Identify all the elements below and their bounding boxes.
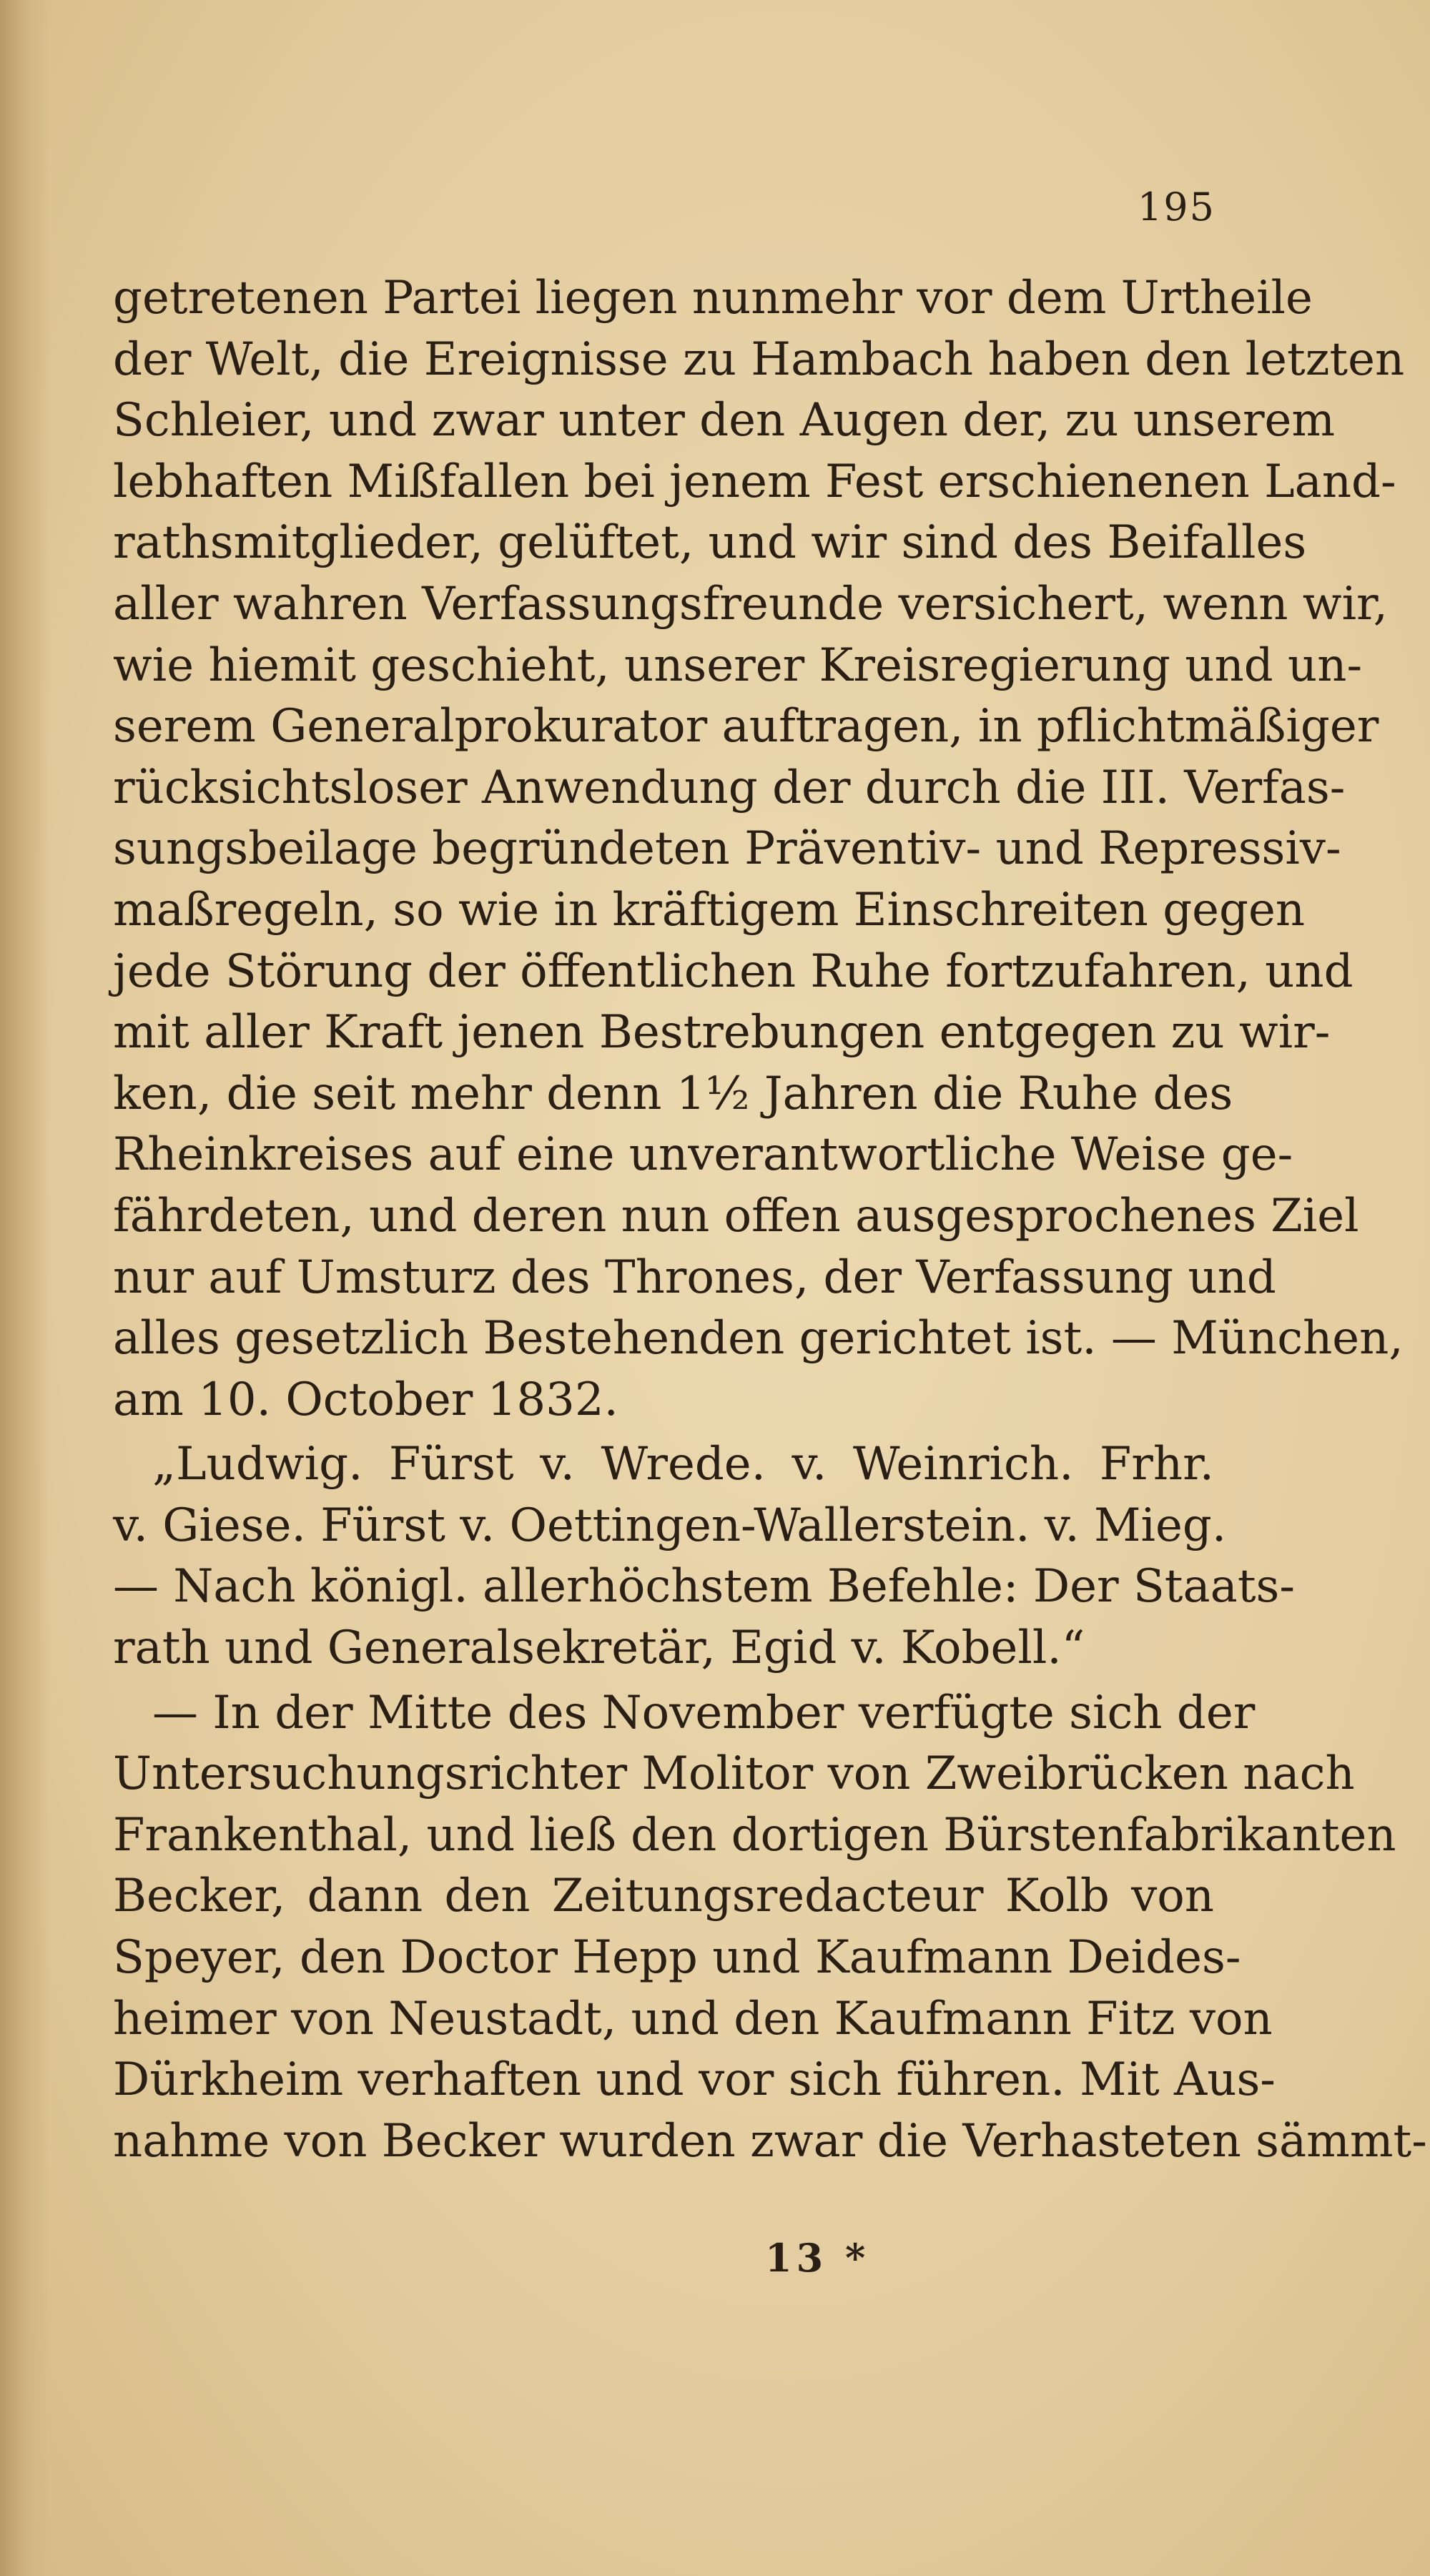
text-line: Untersuchungsrichter Molitor von Zweibrücken nach — [113, 1747, 1355, 1801]
text-line: Schleier, und zwar unter den Augen der, zu unserem — [113, 394, 1336, 448]
signature-line: „Ludwig. Fürst v. Wrede. v. Weinrich. Frhr. — [152, 1438, 1214, 1491]
text-line: getretenen Partei liegen nunmehr vor dem Urtheile — [113, 272, 1313, 325]
text-line: heimer von Neustadt, und den Kaufmann Fitz von — [113, 1992, 1273, 2045]
text-line-date: am 10. October 1832. — [113, 1373, 618, 1426]
text-line: der Welt, die Ereignisse zu Hambach haben den letzten — [113, 332, 1405, 386]
text-line: nur auf Umsturz des Thrones, der Verfassung und — [113, 1250, 1276, 1304]
text-line: nahme von Becker wurden zwar die Verhasteten sämmt- — [113, 2114, 1427, 2168]
text-line: sungsbeilage begründeten Präventiv- und Repressiv- — [113, 822, 1341, 876]
text-line: Becker, dann den Zeitungsredacteur Kolb von — [113, 1870, 1214, 1923]
page-number: 195 — [1137, 184, 1216, 230]
text-line: — In der Mitte des November verfügte sich der — [152, 1686, 1256, 1739]
text-line: wie hiemit geschieht, unserer Kreisregierung und un- — [113, 638, 1363, 692]
sheet-signature-mark: 13 * — [765, 2235, 870, 2281]
text-line: mit aller Kraft jenen Bestrebungen entgegen zu wir- — [113, 1006, 1331, 1060]
text-line: rathsmitglieder, gelüftet, und wir sind des Beifalles — [113, 516, 1307, 570]
text-line: maßregeln, so wie in kräftigem Einschreiten gegen — [113, 883, 1306, 937]
text-line: jede Störung der öffentlichen Ruhe fortzufahren, und — [113, 944, 1353, 998]
signature-block — [113, 1434, 1295, 1679]
page-gutter-shadow — [0, 0, 50, 2576]
text-line: fährdeten, und deren nun offen ausgesprochenes Ziel — [113, 1189, 1359, 1243]
text-line: Dürkheim verhaften und vor sich führen. Mit Aus- — [113, 2053, 1276, 2107]
signature-line: rath und Generalsekretär, Egid v. Kobell.“ — [113, 1622, 1085, 1675]
signature-line: — Nach königl. allerhöchstem Befehle: Der Staats- — [113, 1560, 1295, 1614]
body-text — [113, 268, 1427, 2172]
signature-line: v. Giese. Fürst v. Oettingen-Wallerstein. v. Mieg. — [113, 1499, 1227, 1552]
text-line: Frankenthal, und ließ den dortigen Bürstenfabrikanten — [113, 1808, 1396, 1862]
paragraph-decree — [113, 268, 1405, 1431]
text-line: ken, die seit mehr denn 1½ Jahren die Ruhe des — [113, 1067, 1233, 1120]
text-line: aller wahren Verfassungsfreunde versichert, wenn wir, — [113, 577, 1388, 631]
text-line: Speyer, den Doctor Hepp und Kaufmann Deides- — [113, 1931, 1241, 1985]
text-line: Rheinkreises auf eine unverantwortliche Weise ge- — [113, 1128, 1293, 1182]
text-line: lebhaften Mißfallen bei jenem Fest erschienenen Land- — [113, 455, 1396, 508]
text-line: alles gesetzlich Bestehenden gerichtet ist. — München, — [113, 1312, 1404, 1366]
text-line: rücksichtsloser Anwendung der durch die III. Verfas- — [113, 761, 1346, 814]
paragraph-arrests — [113, 1683, 1427, 2173]
text-line: serem Generalprokurator auftragen, in pflichtmäßiger — [113, 700, 1379, 754]
